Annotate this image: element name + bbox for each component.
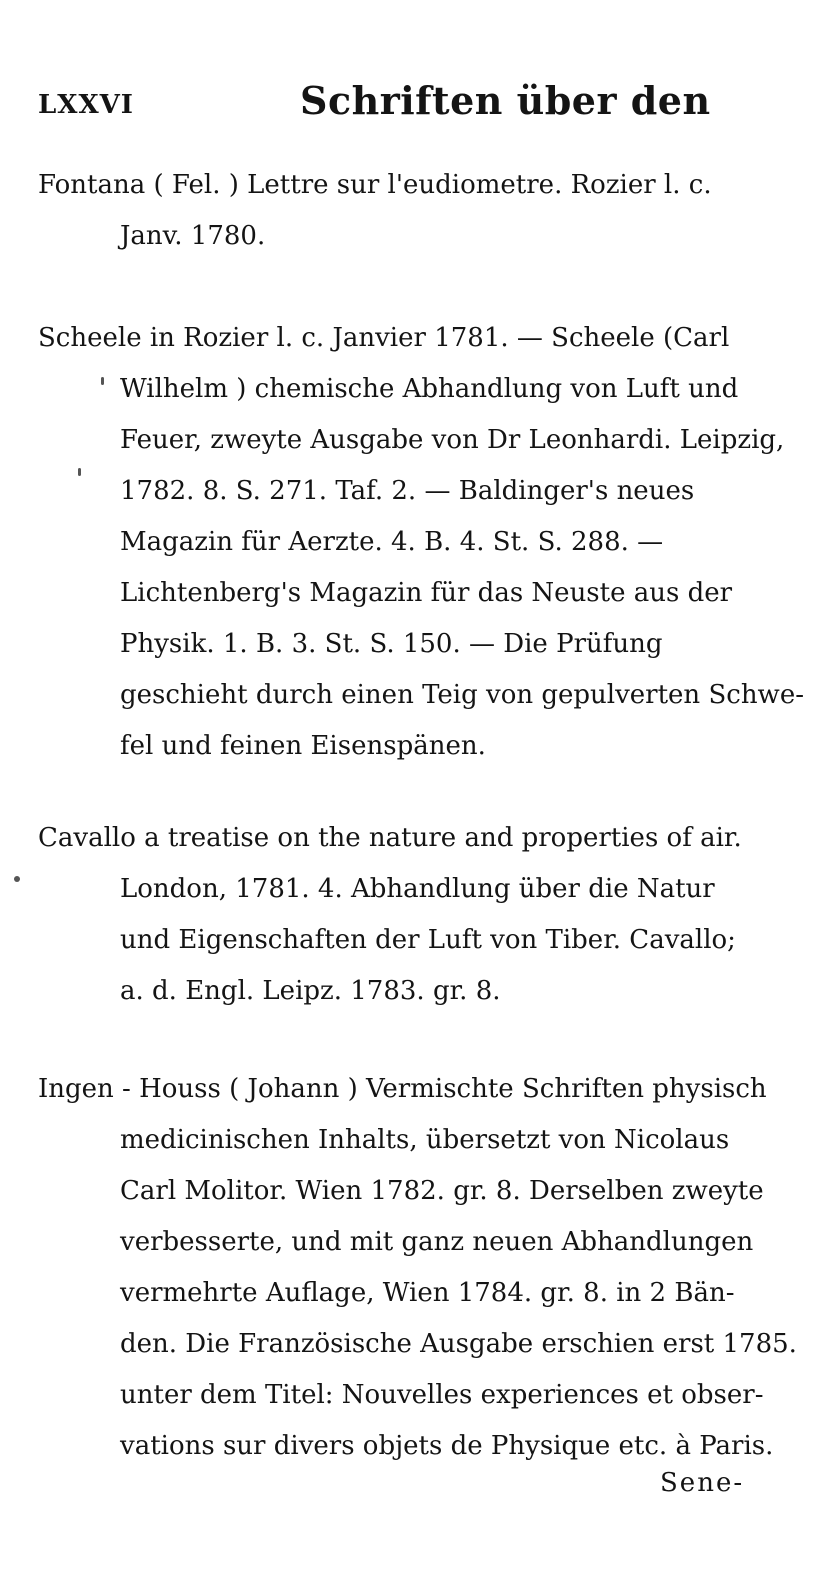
- entry-line: und Eigenschaften der Luft von Tiber. Cavallo;: [120, 925, 736, 955]
- entry-line: den. Die Französische Ausgabe erschien erst 1785.: [120, 1329, 797, 1359]
- entry-line: Janv. 1780.: [120, 221, 266, 251]
- entry-line: medicinischen Inhalts, übersetzt von Nicolaus: [120, 1125, 730, 1155]
- entry-line: Wilhelm ) chemische Abhandlung von Luft und: [120, 374, 739, 404]
- entry-line: Ingen - Houss ( Johann ) Vermischte Schriften physisch: [38, 1074, 767, 1104]
- entry-line: vations sur divers objets de Physique etc. à Paris.: [120, 1431, 774, 1461]
- running-title: Schriften über den: [300, 78, 711, 123]
- catchword: Sene-: [660, 1468, 745, 1498]
- ink-speck: [101, 377, 104, 385]
- bibliography-entry-scheele: [38, 313, 804, 772]
- entry-line: verbesserte, und mit ganz neuen Abhandlungen: [120, 1227, 754, 1257]
- entry-line: Magazin für Aerzte. 4. B. 4. St. S. 288. —: [120, 527, 664, 557]
- entry-line: Lichtenberg's Magazin für das Neuste aus der: [120, 578, 733, 608]
- entry-line: 1782. 8. S. 271. Taf. 2. — Baldinger's neues: [120, 476, 695, 506]
- entry-line: unter dem Titel: Nouvelles experiences et obser-: [120, 1380, 764, 1410]
- entry-line: Feuer, zweyte Ausgabe von Dr Leonhardi. Leipzig,: [120, 425, 785, 455]
- entry-line: fel und feinen Eisenspänen.: [120, 731, 486, 761]
- bibliography-entry-ingen-houss: [38, 1064, 797, 1472]
- entry-line: Scheele in Rozier l. c. Janvier 1781. — Scheele (Carl: [38, 323, 730, 353]
- entry-line: Cavallo a treatise on the nature and properties of air.: [38, 823, 742, 853]
- entry-line: Fontana ( Fel. ) Lettre sur l'eudiometre. Rozier l. c.: [38, 170, 712, 200]
- entry-line: Physik. 1. B. 3. St. S. 150. — Die Prüfung: [120, 629, 663, 659]
- page-header: [38, 78, 798, 138]
- entry-line: London, 1781. 4. Abhandlung über die Natur: [120, 874, 715, 904]
- entry-line: geschieht durch einen Teig von gepulverten Schwe-: [120, 680, 804, 710]
- ink-speck: [14, 876, 20, 882]
- entry-line: a. d. Engl. Leipz. 1783. gr. 8.: [120, 976, 501, 1006]
- bibliography-entry-fontana: [38, 160, 790, 262]
- ink-speck: [78, 468, 81, 476]
- entry-line: vermehrte Auflage, Wien 1784. gr. 8. in 2 Bän-: [120, 1278, 735, 1308]
- page-number: LXXVI: [38, 90, 134, 120]
- bibliography-entry-cavallo: [38, 813, 790, 1017]
- entry-line: Carl Molitor. Wien 1782. gr. 8. Derselben zweyte: [120, 1176, 764, 1206]
